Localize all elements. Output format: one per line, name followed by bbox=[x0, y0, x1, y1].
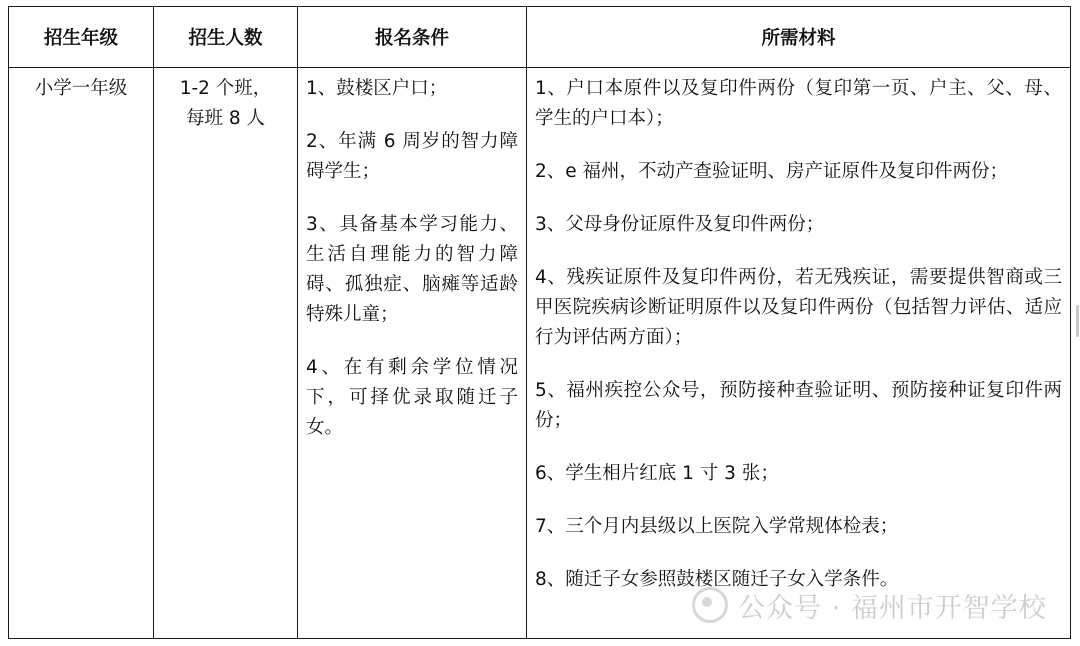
material-item: 3、父母身份证原件及复印件两份； bbox=[535, 214, 825, 235]
condition-item: 3、具备基本学习能力、生活自理能力的智力障碍、孤独症、脑瘫等适龄特殊儿童； bbox=[306, 214, 518, 325]
scrollbar-thumb[interactable] bbox=[1076, 305, 1079, 337]
material-item: 6、学生相片红底 1 寸 3 张； bbox=[535, 463, 779, 484]
material-item: 5、福州疾控公众号，预防接种查验证明、预防接种证复印件两份； bbox=[535, 380, 1062, 431]
watermark-text: 公众号 · 福州市开智学校 bbox=[738, 592, 1047, 624]
material-item: 7、三个月内县级以上医院入学常规体检表； bbox=[535, 516, 899, 537]
condition-item: 4、在有剩余学位情况下，可择优录取随迁子女。 bbox=[306, 357, 518, 438]
header-materials: 所需材料 bbox=[527, 7, 1071, 68]
conditions-cell bbox=[298, 68, 527, 639]
materials-cell bbox=[527, 68, 1071, 639]
condition-item: 2、年满 6 周岁的智力障碍学生； bbox=[306, 131, 518, 182]
material-item: 4、残疾证原件及复印件两份，若无残疾证，需要提供智商或三甲医院疾病诊断证明原件以及复印件两份（包括智力评估、适应行为评估两方面）； bbox=[535, 267, 1062, 348]
count-cell bbox=[154, 68, 298, 639]
material-item: 1、户口本原件以及复印件两份（复印第一页、户主、父、母、学生的户口本）； bbox=[535, 78, 1062, 129]
table-header-row bbox=[9, 7, 1071, 68]
header-conditions: 报名条件 bbox=[298, 7, 527, 68]
condition-item: 1、鼓楼区户口； bbox=[306, 78, 448, 99]
grade-cell: 小学一年级 bbox=[9, 68, 154, 639]
material-item: 8、随迁子女参照鼓楼区随迁子女入学条件。 bbox=[535, 569, 899, 590]
count-line: 1-2 个班， bbox=[179, 78, 272, 99]
admissions-table bbox=[8, 6, 1071, 639]
count-line: 每班 8 人 bbox=[185, 108, 266, 129]
header-grade: 招生年级 bbox=[9, 7, 154, 68]
header-count: 招生人数 bbox=[154, 7, 298, 68]
material-item: 2、e 福州，不动产查验证明、房产证原件及复印件两份； bbox=[535, 161, 1009, 182]
table-row bbox=[9, 68, 1071, 639]
